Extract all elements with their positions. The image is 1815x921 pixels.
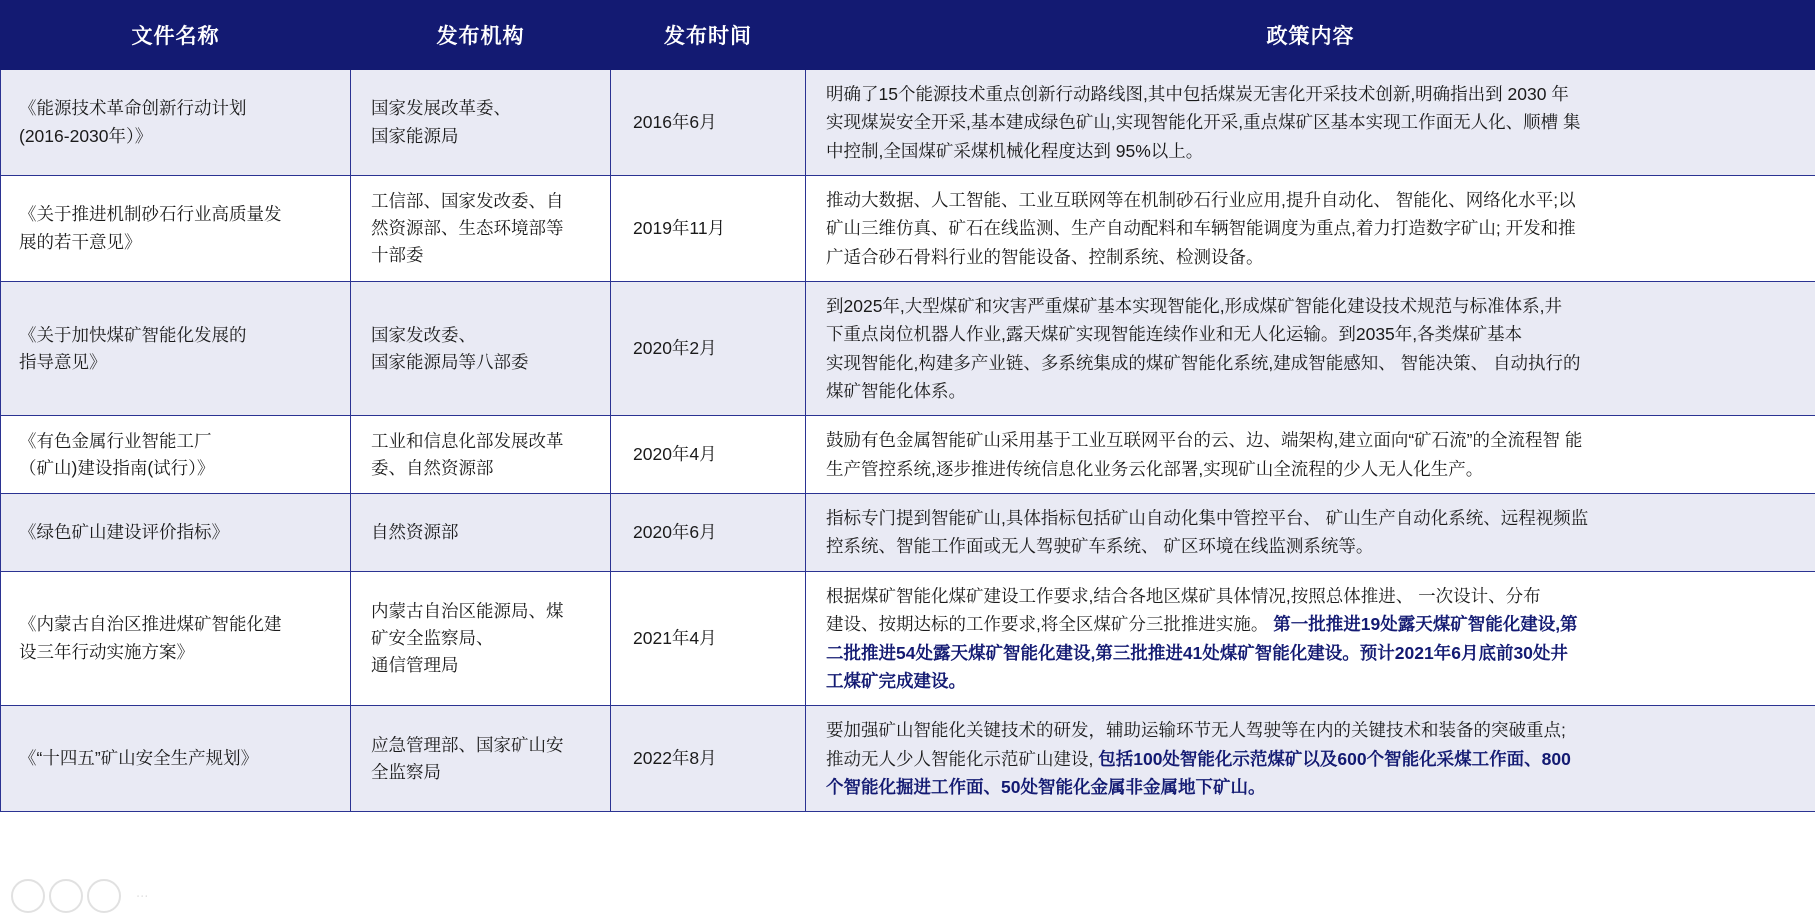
file-name-line: 《有色金属行业智能工厂 bbox=[19, 430, 212, 451]
file-name-line: 指导意见》 bbox=[19, 351, 107, 372]
cell-issuing-org bbox=[351, 494, 611, 572]
table-row bbox=[1, 706, 1815, 812]
issuing-org-line: 自然资源部 bbox=[371, 521, 459, 542]
cell-issuing-org bbox=[351, 706, 611, 812]
policy-content-line: 煤矿智能化体系。 bbox=[826, 381, 966, 402]
policy-content-line: 下重点岗位机器人作业,露天煤矿实现智能连续作业和无人化运输。到2035年,各类煤矿基本 bbox=[826, 324, 1523, 345]
file-name-line: （矿山)建设指南(试行）》 bbox=[19, 457, 215, 478]
issuing-org-line: 十部委 bbox=[371, 245, 424, 266]
policy-content-line: 推动大数据、人工智能、工业互联网等在机制砂石行业应用,提升自动化、 智能化、网络化水平;以 bbox=[826, 190, 1576, 211]
cell-issue-date: 2020年6月 bbox=[611, 494, 806, 572]
cell-issuing-org bbox=[351, 176, 611, 282]
issuing-org-line: 国家发改委、 bbox=[371, 324, 476, 345]
cell-policy-content bbox=[806, 706, 1815, 812]
issuing-org-line: 应急管理部、国家矿山安 bbox=[371, 734, 564, 755]
svg-text:···: ··· bbox=[136, 890, 149, 905]
cell-file-name bbox=[1, 176, 351, 282]
issuing-org-line: 矿安全监察局、 bbox=[371, 627, 494, 648]
cell-issuing-org bbox=[351, 282, 611, 416]
issuing-org-line: 国家能源局 bbox=[371, 125, 459, 146]
issuing-org-line: 工业和信息化部发展改革 bbox=[371, 430, 564, 451]
cell-issuing-org bbox=[351, 416, 611, 494]
table-row bbox=[1, 176, 1815, 282]
issuing-org-line: 委、自然资源部 bbox=[371, 457, 494, 478]
cell-file-name bbox=[1, 282, 351, 416]
cell-policy-content bbox=[806, 571, 1815, 705]
cell-issue-date: 2016年6月 bbox=[611, 70, 806, 176]
policy-content-line: 实现煤炭安全开采,基本建成绿色矿山,实现智能化开采,重点煤矿区基本实现工作面无人化、顺槽 集 bbox=[826, 112, 1581, 133]
cell-issuing-org bbox=[351, 70, 611, 176]
policy-content-line: 生产管控系统,逐步推进传统信息化业务云化部署,实现矿山全流程的少人无人化生产。 bbox=[826, 458, 1484, 479]
cell-file-name bbox=[1, 571, 351, 705]
issuing-org-line: 通信管理局 bbox=[371, 655, 459, 676]
policy-content-line bbox=[826, 716, 1791, 744]
issuing-org-line: 内蒙古自治区能源局、煤 bbox=[371, 600, 564, 621]
policy-content-line: 明确了15个能源技术重点创新行动路线图,其中包括煤炭无害化开采技术创新,明确指出到 2030 年 bbox=[826, 84, 1569, 104]
issuing-org-line: 国家发展改革委、 bbox=[371, 98, 511, 119]
policy-content-line: 矿山三维仿真、矿石在线监测、生产自动配料和车辆智能调度为重点,着力打造数字矿山; 开发和推 bbox=[826, 218, 1576, 239]
policy-content-highlight: 二批推进54处露天煤矿智能化建设,第三批推进41处煤矿智能化建设。预计2021年6月底前30处井 bbox=[826, 642, 1568, 663]
policy-content-line bbox=[826, 582, 1791, 610]
policy-content-highlight: 第一批推进19处露天煤矿智能化建设,第 bbox=[1273, 614, 1578, 635]
issuing-org-line: 然资源部、生态环境部等 bbox=[371, 217, 564, 238]
cell-issue-date: 2020年4月 bbox=[611, 416, 806, 494]
file-name-line: 《“十四五”矿山安全生产规划》 bbox=[19, 748, 259, 769]
header-cell-issuing-org: 发布机构 bbox=[351, 1, 611, 70]
cell-issue-date: 2022年8月 bbox=[611, 706, 806, 812]
cell-file-name bbox=[1, 494, 351, 572]
table-row bbox=[1, 70, 1815, 176]
policy-content-line bbox=[826, 610, 1791, 638]
cell-policy-content bbox=[806, 70, 1815, 176]
file-name-line: 设三年行动实施方案》 bbox=[19, 641, 194, 662]
header-row bbox=[1, 1, 1815, 70]
issuing-org-line: 工信部、国家发改委、自 bbox=[371, 190, 564, 211]
header-cell-issue-date: 发布时间 bbox=[611, 1, 806, 70]
policy-content-line: 控系统、智能工作面或无人驾驶矿车系统、 矿区环境在线监测系统等。 bbox=[826, 536, 1374, 557]
policy-content-line: 鼓励有色金属智能矿山采用基于工业互联网平台的云、边、端架构,建立面向“矿石流”的全流程智 能 bbox=[826, 430, 1583, 451]
policy-content-text: 要加强矿山智能化关键技术的研发，辅助运输环节无人驾驶等在内的关键技术和装备的突破重点; bbox=[826, 720, 1566, 741]
policy-content-line bbox=[826, 773, 1791, 801]
policy-content-highlight: 包括100处智能化示范煤矿以及600个智能化采煤工作面、800 bbox=[1098, 748, 1571, 769]
issuing-org-line: 国家能源局等八部委 bbox=[371, 351, 529, 372]
file-name-line: 展的若干意见》 bbox=[19, 231, 142, 252]
issuing-org-line: 全监察局 bbox=[371, 761, 441, 782]
file-name-line: 《能源技术革命创新行动计划 bbox=[19, 98, 247, 119]
table-row bbox=[1, 571, 1815, 705]
table-row bbox=[1, 494, 1815, 572]
policy-content-text: 根据煤矿智能化煤矿建设工作要求,结合各地区煤矿具体情况,按照总体推进、 一次设计、分布 bbox=[826, 585, 1541, 606]
policy-content-line bbox=[826, 745, 1791, 773]
watermark bbox=[6, 873, 196, 919]
policy-content-line bbox=[826, 667, 1791, 695]
policy-content-text: 推动无人少人智能化示范矿山建设, bbox=[826, 748, 1099, 769]
policy-content-line: 实现智能化,构建多产业链、多系统集成的煤矿智能化系统,建成智能感知、 智能决策、 自动执行的 bbox=[826, 352, 1581, 373]
cell-issuing-org bbox=[351, 571, 611, 705]
file-name-line: (2016-2030年）》 bbox=[19, 125, 153, 146]
cell-policy-content bbox=[806, 416, 1815, 494]
cell-issue-date: 2021年4月 bbox=[611, 571, 806, 705]
table-row bbox=[1, 282, 1815, 416]
cell-policy-content bbox=[806, 494, 1815, 572]
file-name-line: 《内蒙古自治区推进煤矿智能化建 bbox=[19, 614, 282, 635]
file-name-line: 《关于推进机制砂石行业高质量发 bbox=[19, 204, 282, 225]
table-header bbox=[1, 1, 1815, 70]
policy-content-text: 建设、按期达标的工作要求,将全区煤矿分三批推进实施。 bbox=[826, 614, 1274, 635]
cell-file-name bbox=[1, 706, 351, 812]
file-name-line: 《绿色矿山建设评价指标》 bbox=[19, 521, 229, 542]
policy-content-highlight: 个智能化掘进工作面、50处智能化金属非金属地下矿山。 bbox=[826, 776, 1266, 797]
table-body bbox=[1, 70, 1815, 812]
cell-file-name bbox=[1, 70, 351, 176]
policy-content-highlight: 工煤矿完成建设。 bbox=[826, 670, 966, 691]
policy-content-line: 广适合砂石骨料行业的智能设备、控制系统、检测设备。 bbox=[826, 246, 1264, 267]
cell-policy-content bbox=[806, 282, 1815, 416]
policy-content-line bbox=[826, 639, 1791, 667]
cell-issue-date: 2019年11月 bbox=[611, 176, 806, 282]
header-cell-policy-content: 政策内容 bbox=[806, 1, 1815, 70]
policy-content-line: 指标专门提到智能矿山,具体指标包括矿山自动化集中管控平台、 矿山生产自动化系统、远程视频监 bbox=[826, 508, 1589, 529]
cell-policy-content bbox=[806, 176, 1815, 282]
cell-file-name bbox=[1, 416, 351, 494]
header-cell-file-name: 文件名称 bbox=[1, 1, 351, 70]
policy-content-line: 到2025年,大型煤矿和灾害严重煤矿基本实现智能化,形成煤矿智能化建设技术规范与标准体系,井 bbox=[826, 296, 1563, 317]
file-name-line: 《关于加快煤矿智能化发展的 bbox=[19, 324, 247, 345]
table-row bbox=[1, 416, 1815, 494]
policy-content-line: 中控制,全国煤矿采煤机械化程度达到 95%以上。 bbox=[826, 140, 1204, 161]
cell-issue-date: 2020年2月 bbox=[611, 282, 806, 416]
